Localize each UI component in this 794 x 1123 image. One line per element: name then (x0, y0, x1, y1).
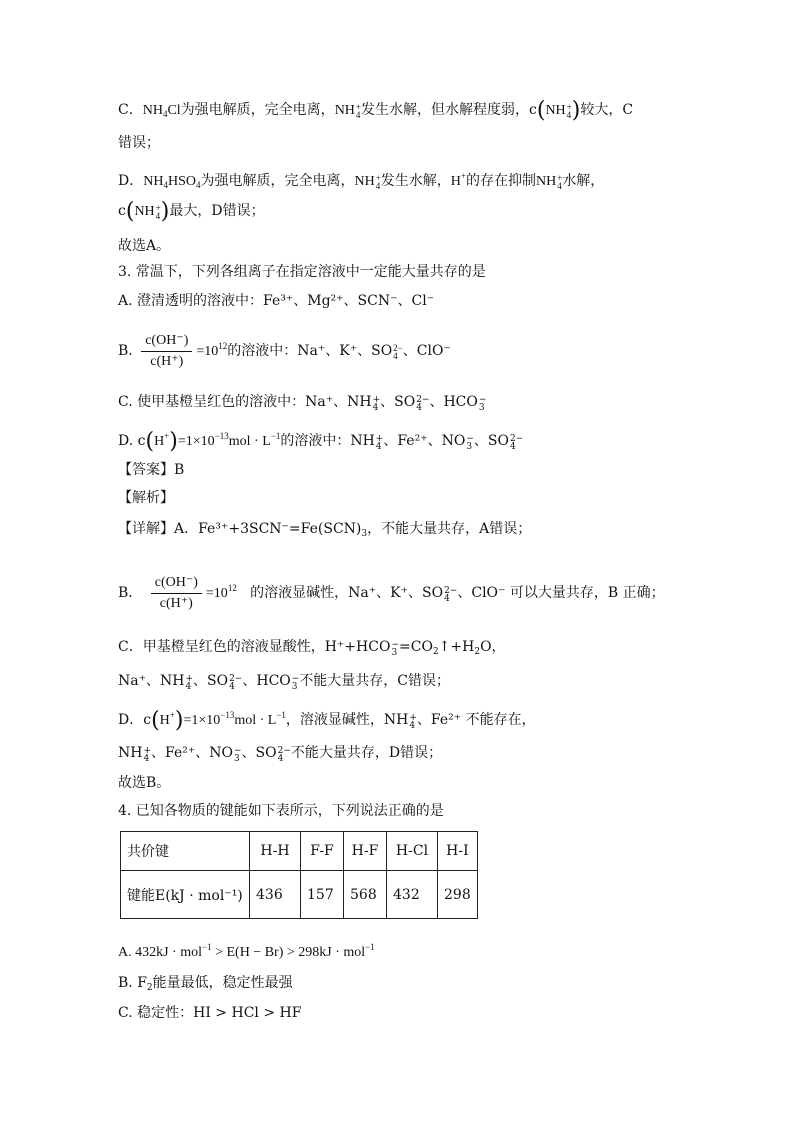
fraction-oh-over-h: $\frac{c(OH^-)}{c(H^+)}$ (141, 332, 192, 371)
table-header-cell: H-F (344, 832, 387, 871)
question-3-option-a: A. 澄清透明的溶液中：Fe³⁺、Mg²⁺、SCN⁻、Cl⁻ (118, 293, 435, 309)
option-d-analysis-cont: c(NH + 4 )最大，D错误； (118, 199, 265, 224)
conclusion-b: 故选B。 (118, 775, 171, 791)
option-c-analysis: C．$NH_4Cl$为强电解质，完全电离，NH + 4 发生水解，但水解程度弱，c(NH + 4 )较大，C (118, 98, 634, 123)
detail-d: D．$c(H^+)=1\times 10^{-13}mol \cdot L^{-1}$，溶液显碱性，NH + 4 、Fe²⁺ 不能存在， (118, 708, 536, 733)
table-header-row (121, 832, 478, 871)
table-cell: 157 (301, 871, 344, 919)
table-row-label: 键能E(kJ · mol⁻¹) (121, 871, 250, 919)
table-header-cell: H-I (438, 832, 478, 871)
table-cell: 568 (344, 871, 387, 919)
detail-d-cont: NH + 4 、Fe²⁺、NO − 3 、SO 2− 4 不能大量共存，D错误； (118, 745, 443, 764)
question-4-option-c: C. 稳定性：HI > HCl > HF (118, 1005, 302, 1021)
question-3-option-d: D. $c(H^+)=1\times 10^{-13}mol \cdot L^{-1}$的溶液中：NH + 4 、Fe²⁺、NO − 3 、SO 2− 4 (118, 429, 524, 454)
fraction-oh-over-h-detail: $\frac{c(OH^-)}{c(H^+)}$ (151, 574, 202, 613)
question-4-option-b: B. $F_2$能量最低，稳定性最强 (118, 975, 293, 993)
table-cell: 436 (250, 871, 301, 919)
table-header-cell: H-Cl (387, 832, 438, 871)
detail-c: C．甲基橙呈红色的溶液显酸性，H⁺+HCO − 3 $=CO_2↑+H_2O$， (118, 639, 506, 658)
table-header-cell: F-F (301, 832, 344, 871)
option-d-analysis: D．$NH_4HSO_4$为强电解质，完全电离，NH + 4 发生水解，H+的存在抑制NH + 4 水解， (118, 171, 605, 191)
detail-c-cont: Na⁺、NH + 4 、SO 2− 4 、HCO − 3 不能大量共存，C错误； (118, 673, 451, 692)
analysis-label: 【解析】 (118, 490, 174, 506)
detail-b: B． $\frac{c(OH^-)}{c(H^+)}$ $=10^{12}$ 的溶液显碱性，Na⁺、K⁺、SO 2− 4 、ClO⁻ 可以大量共存，B 正确； (118, 574, 665, 611)
table-cell: 298 (438, 871, 478, 919)
question-4-stem: 4. 已知各物质的键能如下表所示，下列说法正确的是 (118, 803, 444, 819)
table-header-cell: H-H (250, 832, 301, 871)
question-3-stem: 3. 常温下，下列各组离子在指定溶液中一定能大量共存的是 (118, 264, 486, 280)
bond-energy-table (120, 831, 478, 919)
question-3-option-b: B. $\frac{c(OH^-)}{c(H^+)}$ $=10^{12}$的溶液中：Na⁺、K⁺、SO 2− 4 、ClO⁻ (118, 332, 451, 369)
detail-a: 【详解】A．$Fe^{3+}+3SCN^-=Fe(SCN)_3$，不能大量共存，A错误； (118, 521, 532, 539)
conclusion-a: 故选A。 (118, 238, 171, 254)
table-cell: 432 (387, 871, 438, 919)
table-row (121, 871, 478, 919)
option-c-analysis-cont: 错误； (118, 135, 160, 151)
answer-label: 【答案】B (118, 462, 185, 478)
question-4-option-a: A. 432kJ · mol$^{-1}$ > E(H − Br) > 298kJ · mol$^{-1}$ (118, 942, 375, 960)
question-3-option-c: C. 使甲基橙呈红色的溶液中：Na⁺、NH + 4 、SO 2− 4 、HCO − 3 (118, 394, 487, 413)
table-header-cell: 共价键 (121, 832, 250, 871)
